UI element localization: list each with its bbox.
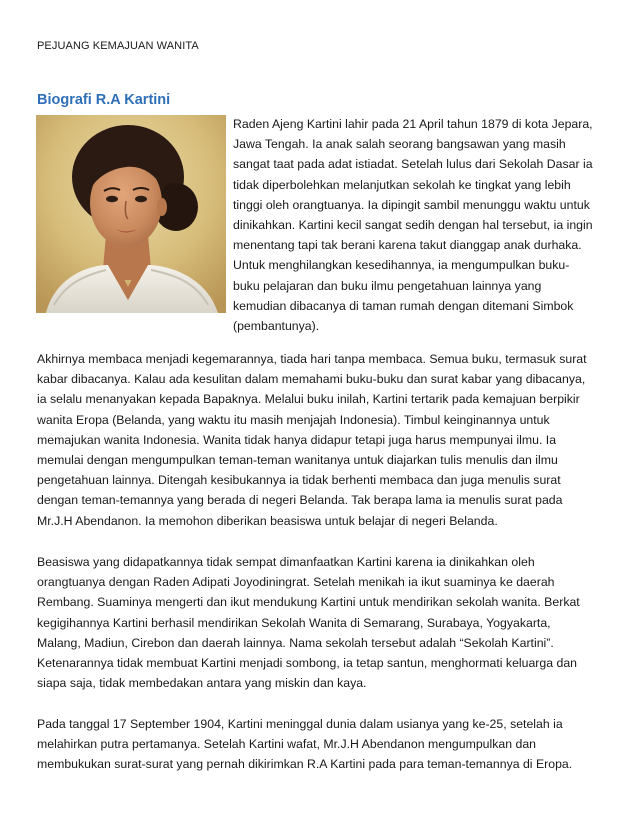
paragraph-line: kegigihannya Kartini berhasil mendirikan Sekolah Wanita di Semarang, Surabaya, Yogyakarta, [37, 615, 551, 630]
paragraph-line: Malang, Madiun, Cirebon dan daerah lainnya. Nama sekolah tersebut adalah “Sekolah Kartini”. [37, 635, 554, 650]
intro-line: tinggi oleh orangtuanya. Ia dipingit sambil menunggu waktu untuk [233, 197, 590, 212]
intro-line: dinikahkan. Kartini kecil sangat sedih dengan hal tersebut, ia ingin [233, 218, 593, 233]
intro-line: Jawa Tengah. Ia anak salah seorang bangsawan yang masih [233, 137, 566, 152]
paragraph-line: memulai dengan mengumpulkan teman-teman wanitanya untuk diajarkan tulis menulis dan ilmu [37, 453, 558, 468]
paragraph-line: Beasiswa yang didapatkannya tidak sempat dimanfaatkan Kartini karena ia dinikahkan oleh [37, 555, 535, 569]
paragraph-line: melahirkan putra pertamanya. Setelah Kartini wafat, Mr.J.H Abendanon mengumpulkan dan [37, 737, 536, 752]
paragraph-death [37, 714, 603, 775]
paragraph-line: ia selalu menanyakan kepada Bapaknya. Melalui buku inilah, Kartini tertarik pada kemajuan berpikir [37, 392, 580, 407]
paragraph-line: wanita Eropa (Belanda, yang waktu itu masih menjajah Indonesia). Timbul keinginannya untuk [37, 412, 550, 427]
paragraph-line: memajukan wanita Indonesia. Wanita tidak hanya didapur tetapi juga harus mempunyai ilmu. Ia [37, 432, 557, 447]
paragraph-reading [37, 349, 603, 531]
paragraph-line: Ketenarannya tidak membuat Kartini menjadi sombong, ia tetap santun, menghormati keluarga dan [37, 656, 578, 671]
page-header: PEJUANG KEMAJUAN WANITA [37, 40, 199, 52]
paragraph-line: Akhirnya membaca menjadi kegemarannya, tiada hari tanpa membaca. Semua buku, termasuk surat [37, 352, 587, 366]
intro-line: kemudian dibacanya di taman rumah dengan ditemani Simbok [233, 298, 574, 313]
kartini-portrait-image [36, 115, 226, 313]
intro-line: (pembantunya). [233, 319, 320, 334]
paragraph-line: membukukan surat-surat yang pernah dikirimkan R.A Kartini pada para teman-temannya di Eropa. [37, 757, 573, 772]
intro-line: sangat taat pada adat istiadat. Setelah lulus dari Sekolah Dasar ia [233, 157, 593, 172]
paragraph-marriage [37, 552, 603, 693]
paragraph-line: siapa saja, tidak membedakan antara yang miskin dan kaya. [37, 676, 367, 691]
section-title: Biografi R.A Kartini [37, 92, 171, 108]
intro-line: Untuk menghilangkan kesedihannya, ia mengumpulkan buku- [233, 258, 570, 273]
paragraph-line: Mr.J.H Abendanon. Ia memohon diberikan beasiswa untuk belajar di negeri Belanda. [37, 513, 498, 528]
intro-line: buku pelajaran dan buku ilmu pengetahuan lainnya yang [233, 278, 542, 293]
intro-line: tidak diperbolehkan melanjutkan sekolah ke tingkat yang lebih [233, 177, 571, 192]
intro-line: menentang tapi tak berani karena takut dianggap anak durhaka. [233, 238, 582, 253]
intro-line: Raden Ajeng Kartini lahir pada 21 April tahun 1879 di kota Jepara, [233, 117, 593, 131]
paragraph-line: dengan teman-temannya yang berada di negeri Belanda. Tak berapa lama ia menulis surat pada [37, 493, 563, 508]
paragraph-line: Pada tanggal 17 September 1904, Kartini meninggal dunia dalam usianya yang ke-25, setelah ia [37, 717, 563, 731]
paragraph-line: orangtuanya dengan Raden Adipati Joyodiningrat. Setelah menikah ia ikut suaminya ke daerah [37, 575, 555, 590]
paragraph-line: pengetahuan lainnya. Ditengah kesibukannya ia tidak berhenti membaca dan juga menulis surat [37, 473, 561, 488]
paragraph-line: kabar dibacanya. Kalau ada kesulitan dalam memahami buku-buku dan surat kabar yang dibacanya, [37, 372, 586, 387]
paragraph-line: Rembang. Suaminya mengerti dan ikut mendukung Kartini untuk mendirikan sekolah wanita. Berkat [37, 595, 580, 610]
intro-paragraph [233, 114, 609, 336]
